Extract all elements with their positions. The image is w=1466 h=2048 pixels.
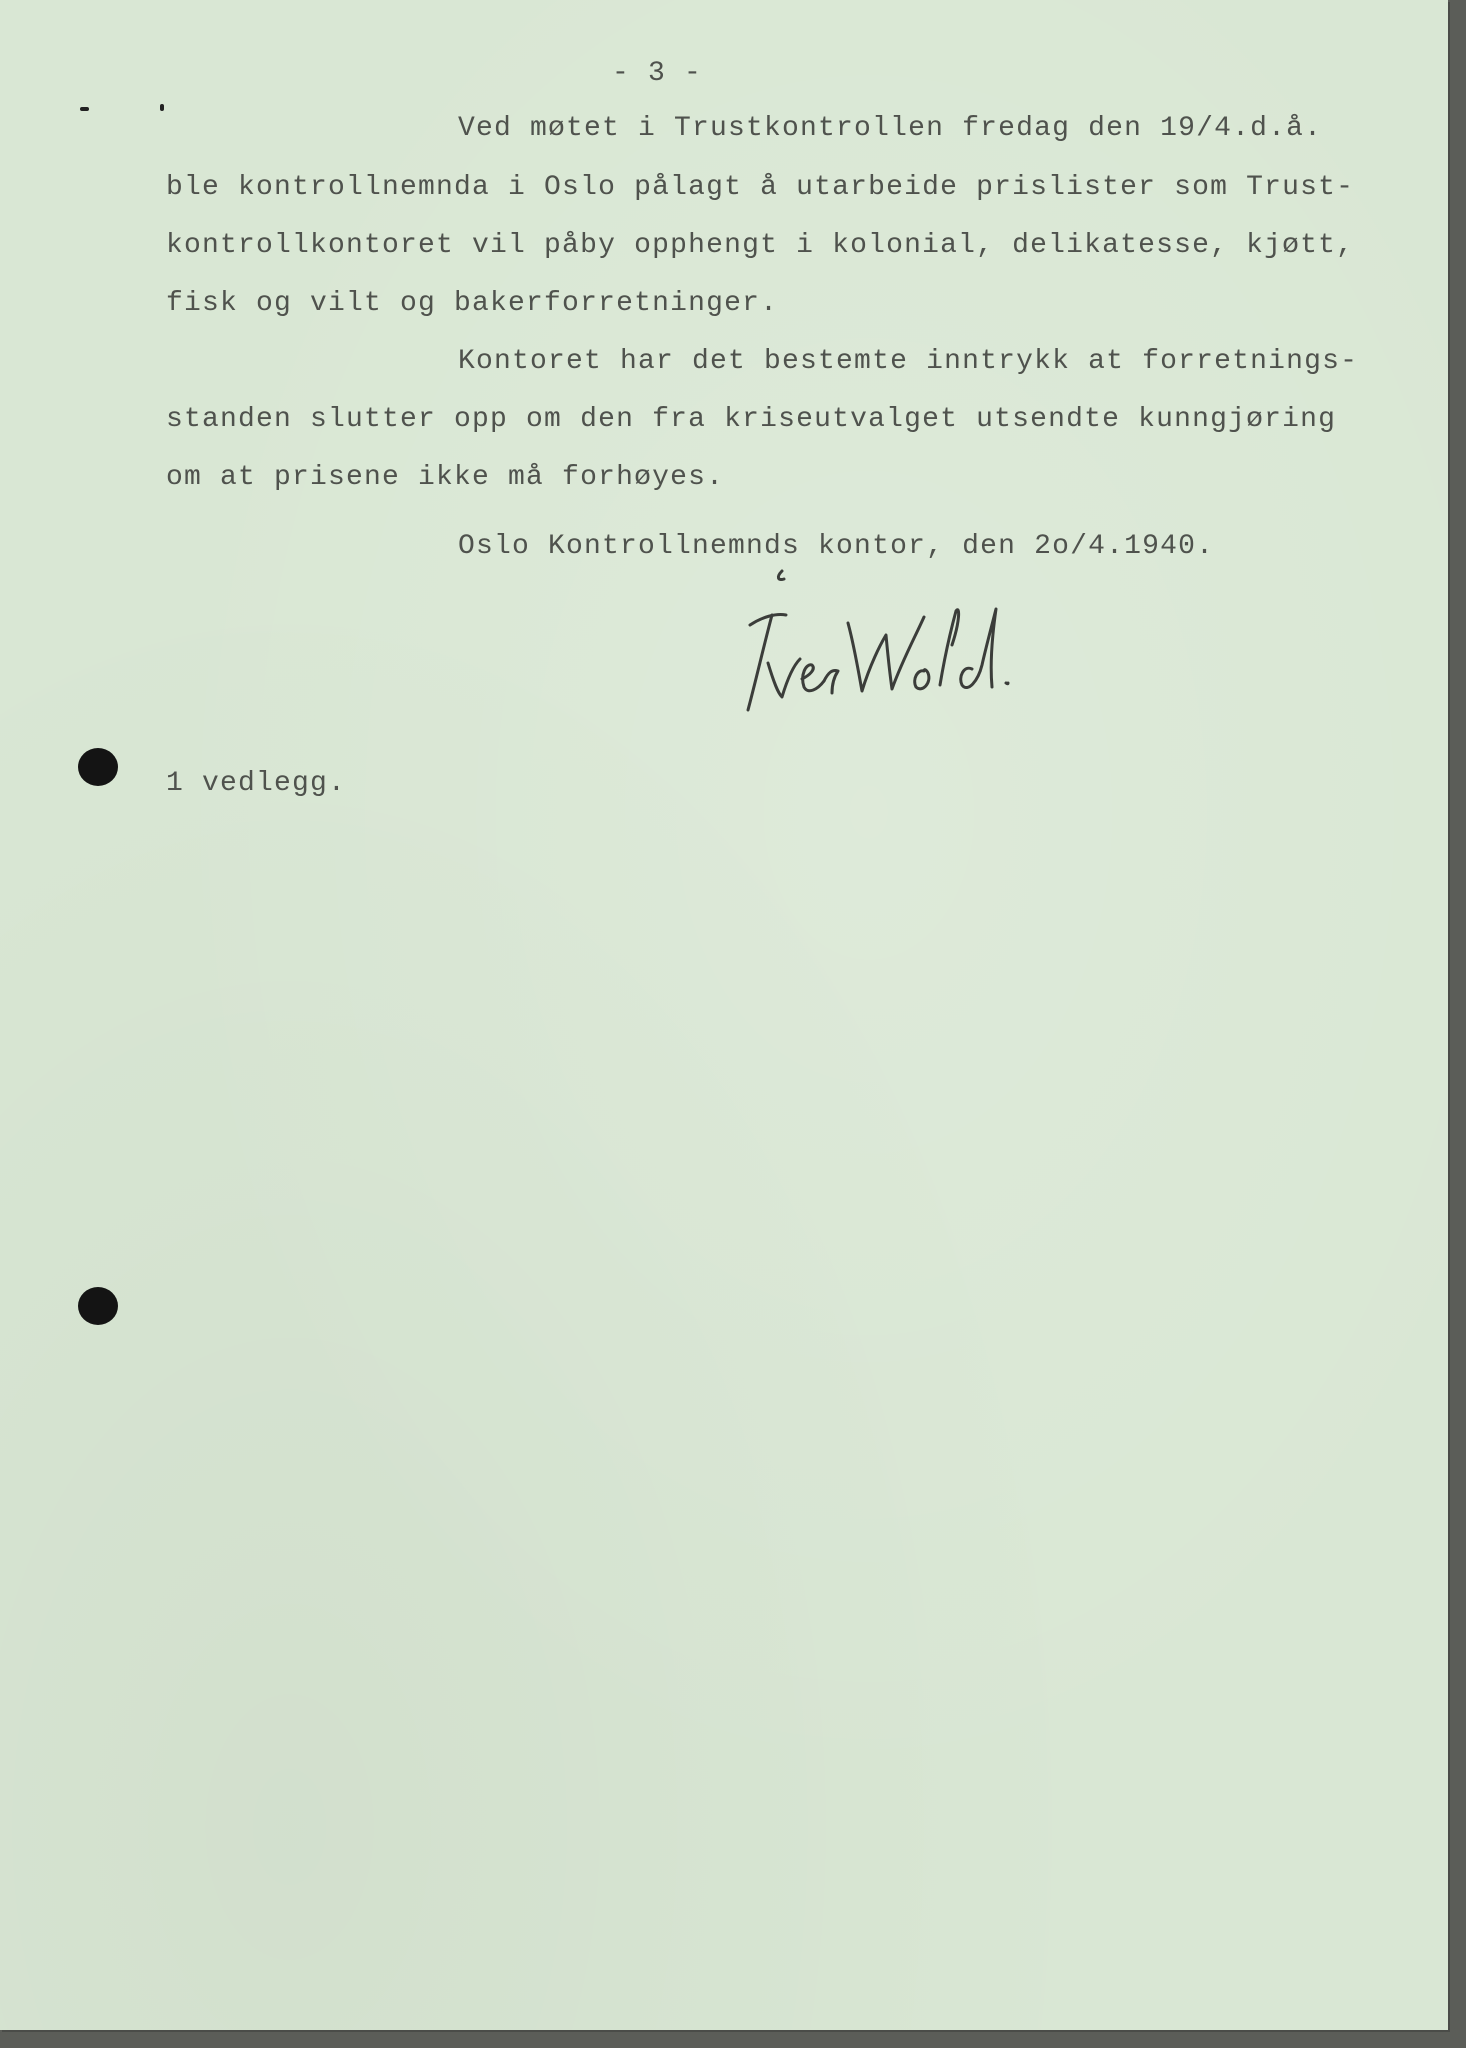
paragraph-1-line-2: ble kontrollnemnda i Oslo pålagt å utarbeide prislister som Trust- [166,172,1355,203]
punch-hole [78,748,118,786]
paragraph-2-line-2: standen slutter opp om den fra kriseutvalget utsendte kunngjøring [166,404,1337,435]
punch-hole [78,1287,118,1325]
attachment-note: 1 vedlegg. [166,768,347,799]
paragraph-2-line-3: om at prisene ikke må forhøyes. [166,462,725,493]
paragraph-1-line-3: kontrollkontoret vil påby opphengt i kolonial, delikatesse, kjøtt, [166,230,1355,261]
paragraph-1-line-1: Ved møtet i Trustkontrollen fredag den 19/4.d.å. [458,113,1323,144]
page-number: - 3 - [612,58,703,89]
ink-speck [80,107,89,111]
paragraph-1-line-4: fisk og vilt og bakerforretninger. [166,288,779,319]
handwritten-signature [720,565,1020,715]
ink-speck [160,104,164,111]
closing-place-date: Oslo Kontrollnemnds kontor, den 2o/4.1940. [458,531,1215,562]
paragraph-2-line-1: Kontoret har det bestemte inntrykk at forretnings- [458,346,1359,377]
